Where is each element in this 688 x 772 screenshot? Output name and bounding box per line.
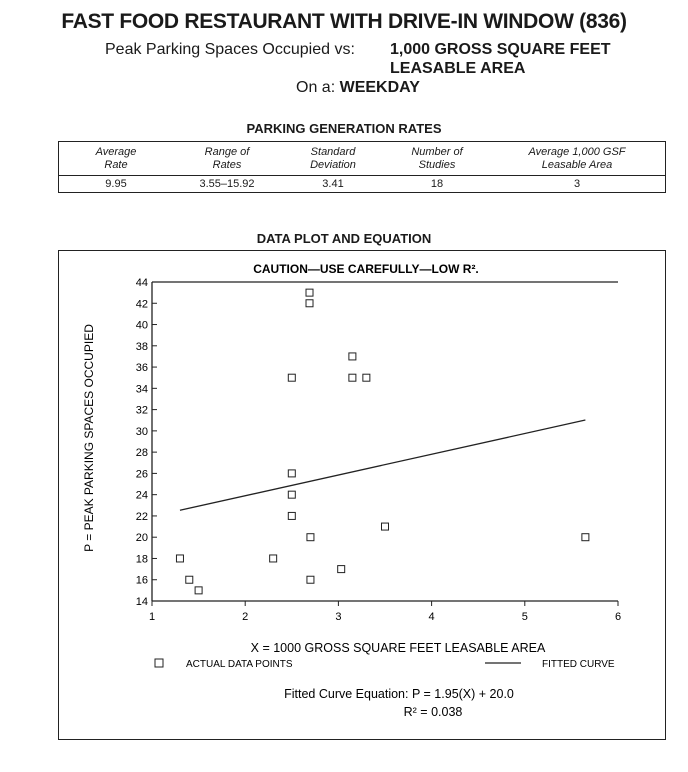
y-tick-label: 26: [135, 468, 148, 481]
caution-note: CAUTION—USE CAREFULLY—LOW R².: [253, 262, 479, 276]
subtitle-variable-line1: 1,000 GROSS SQUARE FEET: [390, 41, 611, 58]
header-range-of-rates: Range of Rates: [173, 142, 281, 176]
subtitle-prefix: Peak Parking Spaces Occupied vs:: [105, 41, 355, 58]
header-average-rate: Average Rate: [59, 142, 174, 176]
y-tick-label: 22: [135, 510, 148, 523]
header-standard-deviation: Standard Deviation: [281, 142, 385, 176]
legend-point-marker: [155, 659, 163, 667]
time-period-value: WEEKDAY: [339, 79, 420, 96]
data-point: [306, 300, 313, 307]
y-tick-label: 32: [135, 404, 148, 417]
data-point: [186, 576, 193, 583]
y-tick-label: 36: [135, 362, 148, 375]
y-tick-label: 38: [135, 340, 148, 353]
x-tick-label: 1: [148, 611, 156, 623]
data-point: [288, 512, 295, 519]
page-title: FAST FOOD RESTAURANT WITH DRIVE-IN WINDOW (836): [61, 10, 627, 33]
y-tick-label: 16: [135, 574, 148, 587]
legend-curve-label: FITTED CURVE: [542, 659, 615, 670]
x-tick-label: 6: [614, 611, 622, 623]
data-point: [288, 374, 295, 381]
value-number-of-studies: 18: [385, 176, 489, 193]
y-tick-label: 42: [135, 298, 148, 311]
y-axis-label: P = PEAK PARKING SPACES OCCUPIED: [82, 324, 96, 552]
value-standard-deviation: 3.41: [281, 176, 385, 193]
y-tick-label: 40: [135, 319, 148, 332]
data-point: [288, 491, 295, 498]
data-point: [349, 353, 356, 360]
x-axis-label: X = 1000 GROSS SQUARE FEET LEASABLE AREA: [250, 641, 546, 655]
x-tick-label: 3: [335, 611, 342, 623]
header-average-area: Average 1,000 GSF Leasable Area: [489, 142, 666, 176]
y-tick-label: 34: [135, 383, 148, 396]
legend-points-label: ACTUAL DATA POINTS: [186, 659, 293, 670]
data-point: [270, 555, 277, 562]
plot-section-title: DATA PLOT AND EQUATION: [256, 231, 432, 246]
fitted-curve-line: [180, 420, 585, 510]
value-average-area: 3: [489, 176, 666, 193]
subtitle-variable-line2: LEASABLE AREA: [390, 60, 526, 77]
data-point: [307, 534, 314, 541]
y-tick-label: 30: [135, 425, 148, 438]
data-point: [582, 534, 589, 541]
data-point: [195, 587, 202, 594]
header-number-of-studies: Number of Studies: [385, 142, 489, 176]
data-point: [338, 566, 345, 573]
y-tick-label: 14: [135, 596, 148, 608]
y-tick-label: 44: [135, 277, 148, 289]
value-average-rate: 9.95: [59, 176, 174, 193]
value-range-of-rates: 3.55–15.92: [173, 176, 281, 193]
rates-title: PARKING GENERATION RATES: [246, 121, 442, 136]
data-point: [363, 374, 370, 381]
data-point: [306, 289, 313, 296]
x-tick-label: 5: [521, 611, 528, 623]
fitted-equation: Fitted Curve Equation: P = 1.95(X) + 20.0: [284, 687, 514, 701]
on-a-prefix: On a:: [296, 79, 336, 96]
y-tick-label: 20: [135, 532, 148, 545]
data-point: [307, 576, 314, 583]
y-tick-label: 28: [135, 447, 148, 460]
y-tick-label: 18: [135, 553, 148, 566]
data-point: [176, 555, 183, 562]
data-point: [349, 374, 356, 381]
x-tick-label: 4: [428, 611, 435, 623]
data-point: [288, 470, 295, 477]
x-tick-label: 2: [242, 611, 249, 623]
y-tick-label: 24: [135, 489, 148, 502]
data-point: [382, 523, 389, 530]
r-squared: R² = 0.038: [403, 705, 463, 719]
